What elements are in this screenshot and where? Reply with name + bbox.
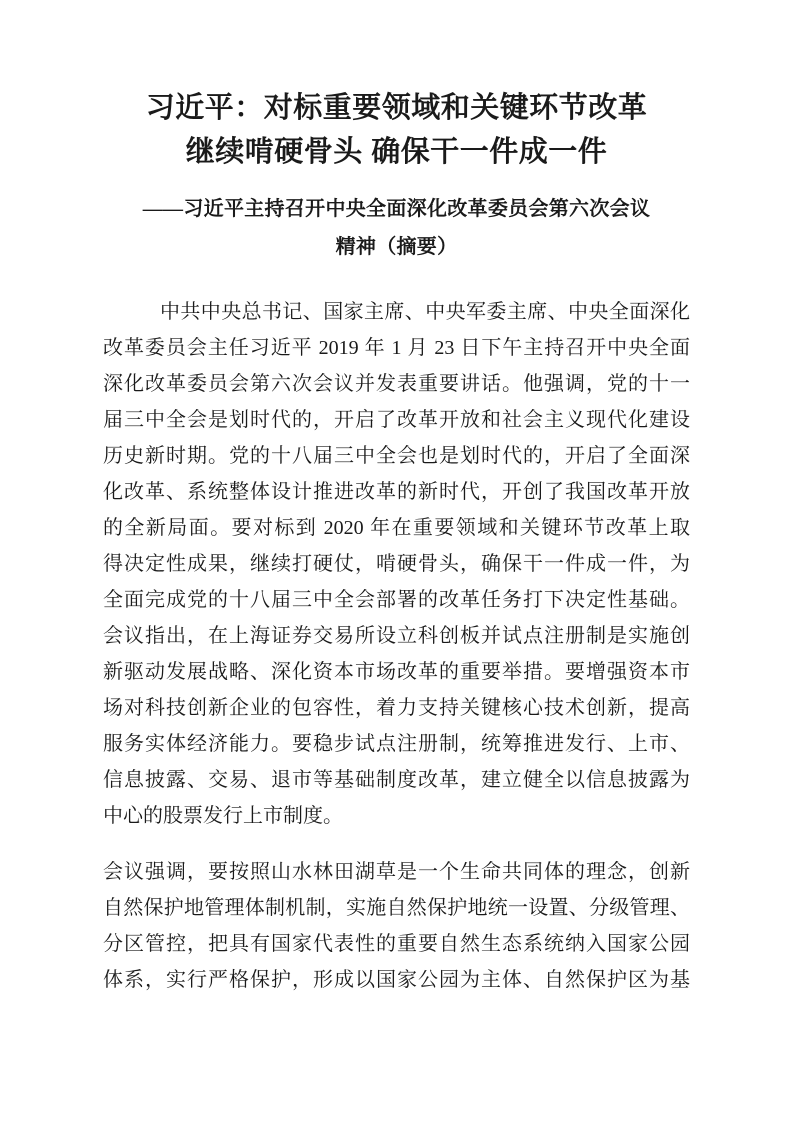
- body-line: 得决定性成果，继续打硬仗，啃硬骨头，确保干一件成一件，为: [103, 553, 690, 575]
- body-line: 会议指出，在上海证券交易所设立科创板并试点注册制是实施创: [103, 625, 690, 647]
- article-body: [103, 294, 690, 998]
- subtitle-line-1: ——习近平主持召开中央全面深化改革委员会第六次会议: [142, 198, 651, 220]
- article-subtitle: [103, 190, 690, 266]
- paragraph-2: [103, 854, 690, 998]
- body-line: 新驱动发展战略、深化资本市场改革的重要举措。要增强资本市: [103, 661, 690, 683]
- body-line: 体系，实行严格保护，形成以国家公园为主体、自然保护区为基: [103, 969, 690, 991]
- subtitle-line-2: 精神（摘要）: [335, 236, 458, 258]
- paragraph-1: [103, 294, 690, 834]
- body-line: 自然保护地管理体制机制，实施自然保护地统一设置、分级管理、: [103, 897, 690, 919]
- body-line: 的全新局面。要对标到 2020 年在重要领域和关键环节改革上取: [103, 517, 690, 539]
- body-line: 化改革、系统整体设计推进改革的新时代，开创了我国改革开放: [103, 481, 690, 503]
- body-line: 中心的股票发行上市制度。: [103, 805, 343, 827]
- body-line: 会议强调，要按照山水林田湖草是一个生命共同体的理念，创新: [103, 861, 690, 883]
- body-line: 深化改革委员会第六次会议并发表重要讲话。他强调，党的十一: [103, 373, 690, 395]
- body-line: 服务实体经济能力。要稳步试点注册制，统筹推进发行、上市、: [103, 733, 690, 755]
- body-line: 分区管控，把具有国家代表性的重要自然生态系统纳入国家公园: [103, 933, 690, 955]
- title-line-2: 继续啃硬骨头 确保干一件成一件: [185, 136, 608, 168]
- body-line: 改革委员会主任习近平 2019 年 1 月 23 日下午主持召开中央全面: [103, 337, 690, 359]
- body-line: 中共中央总书记、国家主席、中央军委主席、中央全面深化: [160, 301, 690, 323]
- body-line: 历史新时期。党的十八届三中全会也是划时代的，开启了全面深: [103, 445, 690, 467]
- body-line: 全面完成党的十八届三中全会部署的改革任务打下决定性基础。: [103, 589, 690, 611]
- body-line: 届三中全会是划时代的，开启了改革开放和社会主义现代化建设: [103, 409, 690, 431]
- article-title: [103, 86, 690, 174]
- title-line-1: 习近平：对标重要领域和关键环节改革: [145, 92, 648, 124]
- body-line: 信息披露、交易、退市等基础制度改革，建立健全以信息披露为: [103, 769, 690, 791]
- body-line: 场对科技创新企业的包容性，着力支持关键核心技术创新，提高: [103, 697, 690, 719]
